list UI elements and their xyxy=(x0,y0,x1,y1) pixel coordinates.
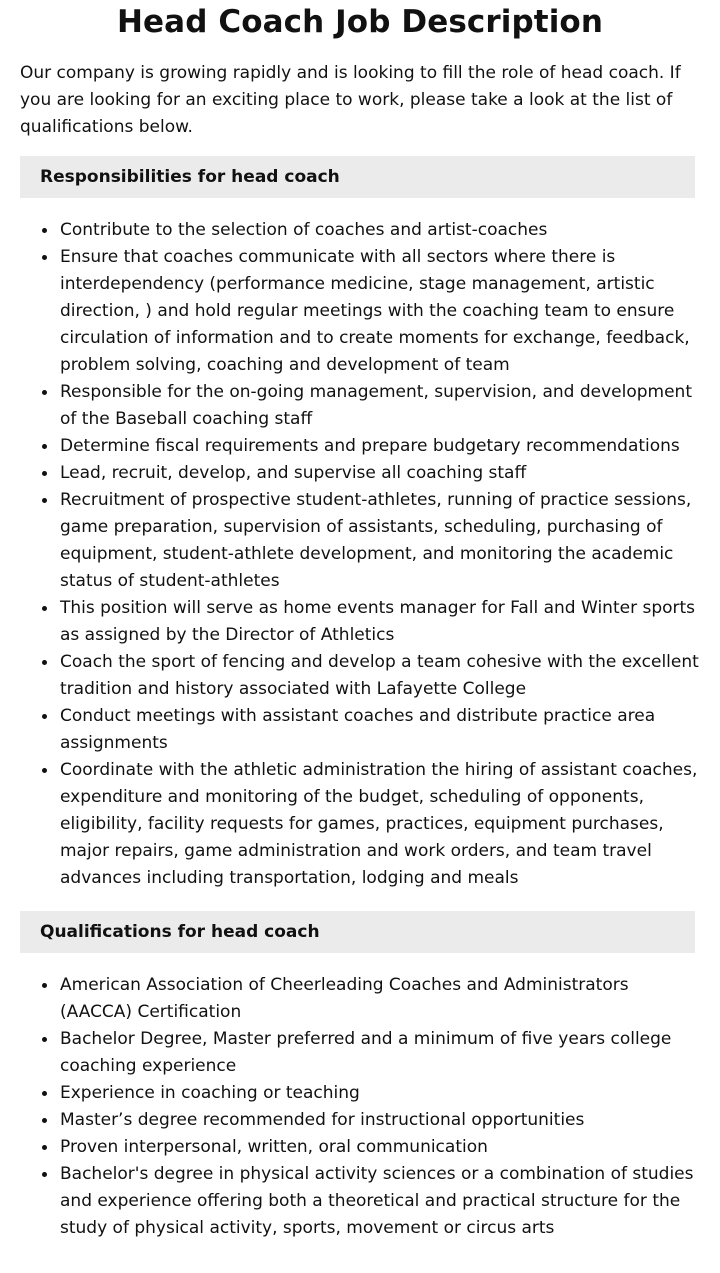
list-item xyxy=(60,244,702,379)
bullet-icon xyxy=(42,390,47,395)
qualifications-section-heading: Qualifications for head coach xyxy=(20,911,695,953)
responsibilities-section-heading: Responsibilities for head coach xyxy=(20,156,695,198)
list-item xyxy=(60,649,702,703)
list-item-text: Lead, recruit, develop, and supervise all coaching staff xyxy=(60,463,527,483)
bullet-icon xyxy=(42,1118,47,1123)
list-item xyxy=(60,1107,702,1134)
bullet-icon xyxy=(42,606,47,611)
bullet-icon xyxy=(42,228,47,233)
intro-paragraph: Our company is growing rapidly and is looking to fill the role of head coach. If you are looking for an exciting place to work, please take a look at the list of qualifications below. xyxy=(20,63,681,137)
list-item xyxy=(60,1080,702,1107)
bullet-icon xyxy=(42,255,47,260)
list-item xyxy=(60,460,702,487)
bullet-icon xyxy=(42,660,47,665)
list-item-text: Master’s degree recommended for instructional opportunities xyxy=(60,1110,585,1130)
bullet-icon xyxy=(42,1091,47,1096)
page-title: Head Coach Job Description xyxy=(117,4,603,40)
list-item-text: Proven interpersonal, written, oral communication xyxy=(60,1137,488,1157)
list-item-text: Coordinate with the athletic administration the hiring of assistant coaches, expenditure and monitoring of the budget, scheduling of opponents, eligibility, facility requests for games, practices, equipment purchases, major repairs, game administration and work orders, and team travel advances including transportation, lodging and meals xyxy=(60,760,698,888)
list-item xyxy=(60,217,702,244)
list-item-text: Conduct meetings with assistant coaches and distribute practice area assignments xyxy=(60,706,656,753)
list-item-text: Determine fiscal requirements and prepare budgetary recommendations xyxy=(60,436,680,456)
bullet-icon xyxy=(42,983,47,988)
list-item xyxy=(60,1134,702,1161)
qualifications-list xyxy=(20,972,702,1242)
bullet-icon xyxy=(42,768,47,773)
list-item-text: Ensure that coaches communicate with all sectors where there is interdependency (performance medicine, stage management, artistic direction, ) and hold regular meetings with the coaching team to ensure circulation of information and to create moments for exchange, feedback, problem solving, coaching and development of team xyxy=(60,247,690,375)
responsibilities-list xyxy=(20,217,702,892)
bullet-icon xyxy=(42,444,47,449)
list-item xyxy=(60,1161,702,1242)
bullet-icon xyxy=(42,1037,47,1042)
bullet-icon xyxy=(42,498,47,503)
list-item-text: Coach the sport of fencing and develop a team cohesive with the excellent tradition and history associated with Lafayette College xyxy=(60,652,699,699)
list-item xyxy=(60,595,702,649)
list-item-text: Experience in coaching or teaching xyxy=(60,1083,360,1103)
list-item xyxy=(60,1026,702,1080)
list-item-text: American Association of Cheerleading Coaches and Administrators (AACCA) Certification xyxy=(60,975,629,1022)
list-item xyxy=(60,972,702,1026)
bullet-icon xyxy=(42,714,47,719)
list-item-text: Recruitment of prospective student-athletes, running of practice sessions, game preparation, supervision of assistants, scheduling, purchasing of equipment, student-athlete development, and monitoring the academic status of student-athletes xyxy=(60,490,692,591)
list-item xyxy=(60,433,702,460)
list-item xyxy=(60,703,702,757)
bullet-icon xyxy=(42,471,47,476)
bullet-icon xyxy=(42,1145,47,1150)
list-item-text: This position will serve as home events manager for Fall and Winter sports as assigned by the Director of Athletics xyxy=(60,598,696,645)
list-item-text: Contribute to the selection of coaches and artist-coaches xyxy=(60,220,548,240)
list-item xyxy=(60,487,702,595)
list-item-text: Bachelor's degree in physical activity sciences or a combination of studies and experience offering both a theoretical and practical structure for the study of physical activity, sports, movement or circus arts xyxy=(60,1164,694,1238)
bullet-icon xyxy=(42,1172,47,1177)
list-item-text: Responsible for the on-going management, supervision, and development of the Baseball coaching staff xyxy=(60,382,692,429)
list-item xyxy=(60,379,702,433)
list-item-text: Bachelor Degree, Master preferred and a minimum of five years college coaching experience xyxy=(60,1029,672,1076)
list-item xyxy=(60,757,702,892)
